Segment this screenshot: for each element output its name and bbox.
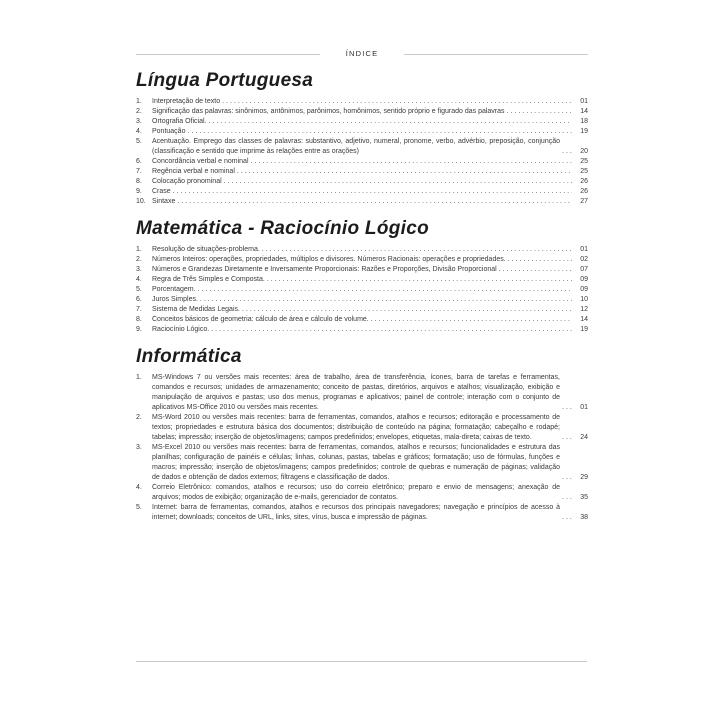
- item-number: 5.: [136, 286, 142, 293]
- header-rule-right: [404, 54, 588, 55]
- toc-item: [136, 97, 588, 107]
- toc-item: [136, 443, 588, 483]
- dot-leader-icon: [222, 97, 572, 107]
- item-title: Conceitos básicos de geometria: cálculo de área e cálculo de volume.: [152, 316, 369, 323]
- item-number: 3.: [136, 444, 142, 451]
- toc-section: [136, 219, 588, 335]
- toc-item: [136, 373, 588, 413]
- item-number: 8.: [136, 178, 142, 185]
- section-title: Matemática - Raciocínio Lógico: [136, 218, 429, 239]
- item-title: Regra de Três Simples e Composta.: [152, 276, 265, 283]
- dot-leader-icon: [562, 147, 572, 157]
- item-title: MS-Windows 7 ou versões mais recentes: área de trabalho, área de transferência, ícones, barra de tarefas e ferramentas, comandos e recursos; unidades de armazenamento; conceito de pastas, diretórios, arquivos e atalhos; visualização, exibição e manipulação de arquivos e pastas; uso dos menus, programas e aplicativos; painel de controle; interação com o conjunto de aplicativos MS-Office 2010 ou versões mais recentes.: [152, 374, 560, 411]
- item-title: Sintaxe: [152, 198, 176, 205]
- dot-leader-icon: [198, 285, 572, 295]
- item-page-number: 01: [580, 404, 588, 411]
- section-title: Língua Portuguesa: [136, 70, 314, 91]
- item-page-number: 38: [580, 514, 588, 521]
- dot-leader-icon: [224, 177, 572, 187]
- item-title: Porcentagem.: [152, 286, 196, 293]
- item-page-number: 09: [580, 286, 588, 293]
- toc-section: [136, 347, 588, 523]
- item-number: 2.: [136, 414, 142, 421]
- item-page-number: 25: [580, 158, 588, 165]
- item-number: 3.: [136, 118, 142, 125]
- item-number: 1.: [136, 246, 142, 253]
- section-items: [136, 373, 588, 523]
- item-title: Números Inteiros: operações, propriedades, múltiplos e divisores. Números Racionais: operações e propriedades.: [152, 256, 506, 263]
- item-number: 7.: [136, 168, 142, 175]
- item-page-number: 25: [580, 168, 588, 175]
- dot-leader-icon: [508, 255, 572, 265]
- item-page-number: 27: [580, 198, 588, 205]
- item-number: 5.: [136, 504, 142, 511]
- item-page-number: 07: [580, 266, 588, 273]
- item-page-number: 29: [580, 474, 588, 481]
- toc-item: [136, 285, 588, 295]
- item-number: 9.: [136, 326, 142, 333]
- dot-leader-icon: [562, 493, 572, 503]
- item-title: Números e Grandezas Diretamente e Inversamente Proporcionais: Razões e Proporções, Divisão Proporcional: [152, 266, 497, 273]
- item-number: 2.: [136, 108, 142, 115]
- item-title: Juros Simples.: [152, 296, 198, 303]
- toc-section: [136, 71, 588, 207]
- dot-leader-icon: [237, 167, 572, 177]
- item-page-number: 20: [580, 148, 588, 155]
- toc-item: [136, 167, 588, 177]
- dot-leader-icon: [562, 513, 572, 523]
- toc-item: [136, 197, 588, 207]
- item-number: 8.: [136, 316, 142, 323]
- item-number: 2.: [136, 256, 142, 263]
- item-page-number: 09: [580, 276, 588, 283]
- toc-item: [136, 187, 588, 197]
- item-page-number: 10: [580, 296, 588, 303]
- item-title: Colocação pronominal: [152, 178, 222, 185]
- toc-sections: [136, 71, 588, 523]
- toc-item: [136, 137, 588, 157]
- toc-item: [136, 275, 588, 285]
- item-title: Ortografia Oficial.: [152, 118, 207, 125]
- item-number: 1.: [136, 374, 142, 381]
- item-page-number: 26: [580, 178, 588, 185]
- item-title: Crase: [152, 188, 171, 195]
- item-title: Raciocínio Lógico.: [152, 326, 210, 333]
- toc-item: [136, 255, 588, 265]
- dot-leader-icon: [200, 295, 572, 305]
- item-title: Regência verbal e nominal: [152, 168, 235, 175]
- item-title: Interpretação de texto: [152, 98, 221, 105]
- item-page-number: 02: [580, 256, 588, 263]
- toc-item: [136, 107, 588, 117]
- section-items: [136, 245, 588, 335]
- item-page-number: 14: [580, 316, 588, 323]
- item-page-number: 24: [580, 434, 588, 441]
- item-page-number: 01: [580, 246, 588, 253]
- header-rule-left: [136, 54, 320, 55]
- item-page-number: 12: [580, 306, 588, 313]
- item-title: Acentuação. Emprego das classes de palavras: substantivo, adjetivo, numeral, pronome, verbo, advérbio, preposição, conjunção (classificação e sentido que imprime às relações entre as orações): [152, 138, 560, 155]
- toc-item: [136, 305, 588, 315]
- item-page-number: 19: [580, 128, 588, 135]
- item-page-number: 01: [580, 98, 588, 105]
- item-title: MS-Excel 2010 ou versões mais recentes: barra de ferramentas, comandos, atalhos e recursos; funcionalidades e estrutura das planilhas; configuração de painéis e células; linhas, colunas, pastas, tabelas e gráficos; formatação; uso de fórmulas, funções e macros; impressão; inserção de objetos/imagens; campos predefinidos; controle de quebras e numeração de páginas; validação de dados e obtenção de dados externos; filtragens e classificação de dados.: [152, 444, 560, 481]
- toc-item: [136, 413, 588, 443]
- page-title: ÍNDICE: [345, 49, 379, 58]
- item-title: Pontuação: [152, 128, 186, 135]
- item-title: Concordância verbal e nominal: [152, 158, 249, 165]
- dot-leader-icon: [211, 325, 572, 335]
- item-number: 7.: [136, 306, 142, 313]
- item-number: 6.: [136, 296, 142, 303]
- toc-item: [136, 315, 588, 325]
- footer-rule: [136, 661, 587, 662]
- item-number: 4.: [136, 128, 142, 135]
- item-title: Resolução de situações-problema.: [152, 246, 260, 253]
- item-number: 1.: [136, 98, 142, 105]
- dot-leader-icon: [499, 265, 572, 275]
- toc-item: [136, 127, 588, 137]
- dot-leader-icon: [507, 107, 572, 117]
- toc-header: [136, 49, 588, 59]
- dot-leader-icon: [251, 157, 573, 167]
- dot-leader-icon: [173, 187, 572, 197]
- item-title: Internet: barra de ferramentas, comandos, atalhos e recursos dos principais navegadores; navegação e princípios de acesso à internet; downloads; conceitos de URL, links, sites, vírus, busca e impressão de páginas.: [152, 504, 560, 521]
- item-title: Correio Eletrônico: comandos, atalhos e recursos; uso do correio eletrônico; preparo e envio de mensagens; anexação de arquivos; modos de exibição; organização de e-mails, gerenciador de contatos.: [152, 484, 560, 501]
- toc-item: [136, 177, 588, 187]
- section-items: [136, 97, 588, 207]
- item-number: 5.: [136, 138, 142, 145]
- dot-leader-icon: [242, 305, 572, 315]
- dot-leader-icon: [267, 275, 572, 285]
- item-title: Significação das palavras: sinônimos, antônimos, parônimos, homônimos, sentido próprio e figurado das palavras: [152, 108, 505, 115]
- toc-item: [136, 483, 588, 503]
- item-number: 6.: [136, 158, 142, 165]
- dot-leader-icon: [208, 117, 572, 127]
- item-page-number: 35: [580, 494, 588, 501]
- toc-item: [136, 265, 588, 275]
- toc-item: [136, 295, 588, 305]
- toc-item: [136, 503, 588, 523]
- dot-leader-icon: [177, 197, 572, 207]
- item-number: 4.: [136, 276, 142, 283]
- item-number: 9.: [136, 188, 142, 195]
- dot-leader-icon: [187, 127, 572, 137]
- item-page-number: 18: [580, 118, 588, 125]
- item-title: Sistema de Medidas Legais.: [152, 306, 240, 313]
- dot-leader-icon: [562, 433, 572, 443]
- item-page-number: 26: [580, 188, 588, 195]
- item-number: 3.: [136, 266, 142, 273]
- section-title: Informática: [136, 346, 242, 367]
- dot-leader-icon: [262, 245, 572, 255]
- dot-leader-icon: [562, 403, 572, 413]
- item-number: 10.: [136, 198, 146, 205]
- dot-leader-icon: [371, 315, 572, 325]
- item-title: MS-Word 2010 ou versões mais recentes: barra de ferramentas, comandos, atalhos e recursos; editoração e processamento de textos; propriedades e estrutura básica dos documentos; distribuição de conteúdo na página; formatação; cabeçalho e rodapé; tabelas; impressão; inserção de objetos/imagens; campos predefinidos; envelopes, etiquetas, mala-direta; caixas de texto.: [152, 414, 560, 441]
- item-number: 4.: [136, 484, 142, 491]
- toc-item: [136, 157, 588, 167]
- toc-item: [136, 325, 588, 335]
- toc-item: [136, 245, 588, 255]
- item-page-number: 14: [580, 108, 588, 115]
- item-page-number: 19: [580, 326, 588, 333]
- dot-leader-icon: [562, 473, 572, 483]
- toc-item: [136, 117, 588, 127]
